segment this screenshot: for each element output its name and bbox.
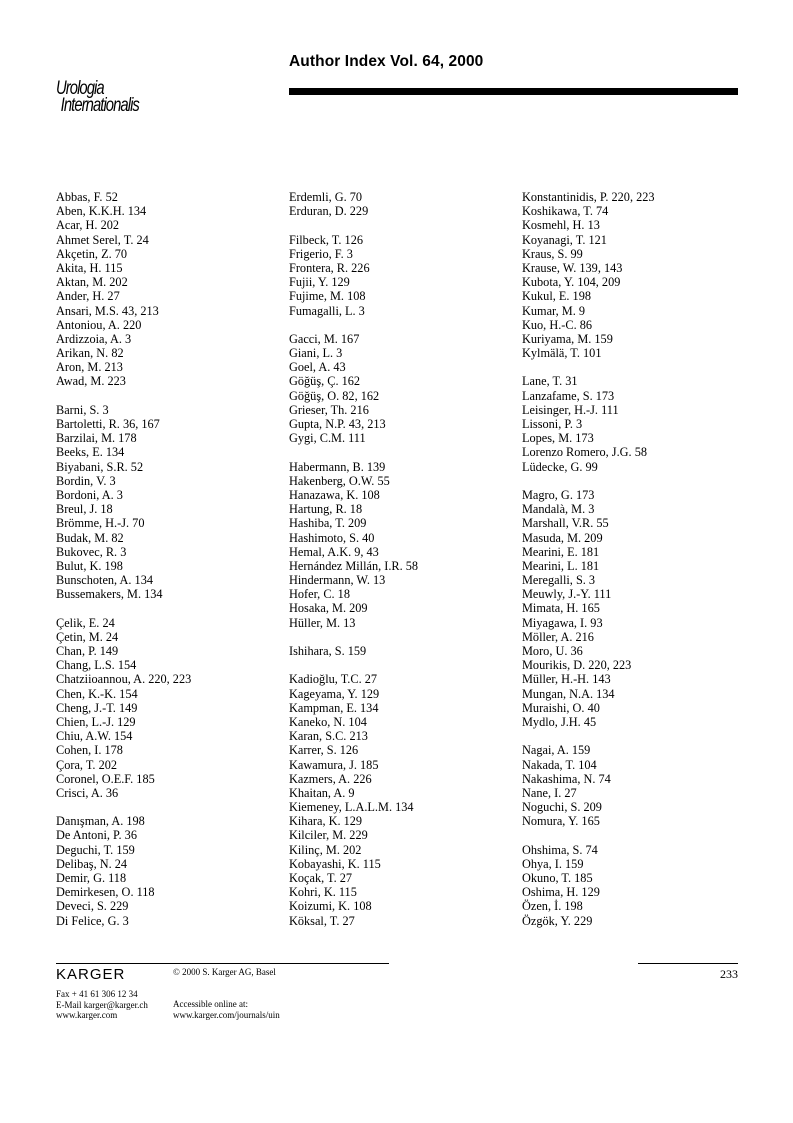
author-entry: Deveci, S. 229	[56, 899, 129, 914]
author-entry: Nakashima, N. 74	[522, 771, 611, 786]
author-entry: Marshall, V.R. 55	[522, 516, 609, 531]
author-entry: Chan, P. 149	[56, 644, 119, 658]
author-entry: Lorenzo Romero, J.G. 58	[522, 445, 647, 460]
author-entry: Moro, U. 36	[522, 644, 583, 658]
author-entry: Demir, G. 118	[56, 871, 127, 885]
author-entry: Hanazawa, K. 108	[289, 487, 380, 502]
author-entry: Hashimoto, S. 40	[289, 530, 375, 545]
online-access	[173, 999, 280, 1020]
author-entry: Gygi, C.M. 111	[289, 431, 366, 446]
author-entry: De Antoni, P. 36	[56, 828, 137, 843]
author-entry: Nagai, A. 159	[522, 743, 591, 758]
author-entry: Kazmers, A. 226	[289, 771, 372, 786]
author-entry: Awad, M. 223	[56, 374, 126, 389]
author-entry: Hüller, M. 13	[289, 615, 356, 630]
author-entry: Hernández Millán, I.R. 58	[289, 558, 419, 573]
index-letter-group	[289, 190, 418, 218]
author-entry: Lane, T. 31	[522, 374, 578, 389]
author-entry: Danışman, A. 198	[56, 814, 145, 829]
author-entry: Mimata, H. 165	[522, 601, 600, 616]
author-entry: Ahmet Serel, T. 24	[56, 232, 149, 247]
author-entry: Kihara, K. 129	[289, 814, 363, 829]
author-entry: Kylmälä, T. 101	[522, 346, 602, 361]
journal-logo-line2: Internationalis	[60, 95, 139, 116]
author-entry: Chiu, A.W. 154	[56, 729, 133, 744]
index-letter-group	[522, 190, 655, 360]
author-entry: Habermann, B. 139	[289, 459, 386, 474]
author-entry: Brömme, H.-J. 70	[56, 516, 145, 531]
author-entry: Abbas, F. 52	[56, 190, 118, 204]
author-entry: Oshima, H. 129	[522, 885, 600, 900]
author-entry: Karrer, S. 126	[289, 743, 359, 758]
author-entry: Kukul, E. 198	[522, 289, 591, 304]
author-entry: Meuwly, J.-Y. 111	[522, 587, 612, 602]
author-entry: Bussemakers, M. 134	[56, 587, 163, 602]
page-number: 233	[720, 967, 738, 981]
author-entry: Kubota, Y. 104, 209	[522, 275, 621, 290]
index-column-3	[522, 190, 655, 942]
author-entry: Lissoni, P. 3	[522, 417, 583, 431]
author-entry: Ardizzoia, A. 3	[56, 331, 132, 346]
author-entry: Lanzafame, S. 173	[522, 388, 615, 403]
footer-rule-right	[638, 963, 738, 964]
author-entry: Meregalli, S. 3	[522, 573, 596, 588]
author-entry: Erduran, D. 229	[289, 204, 369, 219]
author-entry: Chatziioannou, A. 220, 223	[56, 672, 192, 687]
author-entry: Antoniou, A. 220	[56, 317, 142, 332]
author-entry: Göğüş, Ç. 162	[289, 374, 361, 389]
index-letter-group	[289, 460, 418, 630]
author-entry: Kosmehl, H. 13	[522, 218, 600, 233]
author-entry: Ohshima, S. 74	[522, 842, 598, 857]
author-entry: Cohen, I. 178	[56, 743, 123, 758]
author-entry: Möller, A. 216	[522, 629, 594, 644]
journal-url-link[interactable]: www.karger.com/journals/uin	[173, 1009, 280, 1020]
author-entry: Mydlo, J.H. 45	[522, 714, 597, 729]
author-entry: Hashiba, T. 209	[289, 516, 367, 531]
author-entry: Mearini, E. 181	[522, 544, 600, 559]
author-entry: Akita, H. 115	[56, 260, 123, 275]
author-entry: Chang, L.S. 154	[56, 658, 137, 673]
author-entry: Fujii, Y. 129	[289, 275, 350, 290]
author-entry: Kumar, M. 9	[522, 303, 586, 318]
author-entry: Acar, H. 202	[56, 218, 120, 233]
author-entry: Kohri, K. 115	[289, 885, 357, 900]
author-entry: Erdemli, G. 70	[289, 190, 363, 204]
author-entry: Çetin, M. 24	[56, 629, 119, 644]
author-entry: Lopes, M. 173	[522, 431, 594, 446]
author-entry: Beeks, E. 134	[56, 445, 125, 460]
index-letter-group	[56, 403, 191, 602]
author-entry: Deguchi, T. 159	[56, 842, 135, 857]
publisher-contact	[56, 989, 148, 1021]
author-entry: Breul, J. 18	[56, 502, 113, 517]
author-entry: Mandalà, M. 3	[522, 502, 595, 517]
author-entry: Kageyama, Y. 129	[289, 686, 380, 701]
author-entry: Gacci, M. 167	[289, 331, 360, 346]
author-entry: Kadioğlu, T.C. 27	[289, 672, 378, 687]
author-entry: Kuriyama, M. 159	[522, 331, 613, 346]
publisher-logo: KARGER	[56, 966, 126, 983]
author-entry: Akçetin, Z. 70	[56, 246, 128, 261]
author-entry: Grieser, Th. 216	[289, 402, 369, 417]
author-entry: Coronel, O.E.F. 185	[56, 771, 155, 786]
author-entry: Aben, K.K.H. 134	[56, 204, 147, 219]
index-letter-group	[289, 332, 418, 446]
index-letter-group	[522, 743, 655, 828]
author-entry: Aron, M. 213	[56, 360, 123, 375]
author-entry: Bartoletti, R. 36, 167	[56, 417, 160, 431]
author-entry: Krause, W. 139, 143	[522, 260, 623, 275]
index-letter-group	[289, 233, 418, 318]
index-letter-group	[56, 190, 191, 389]
author-entry: Mungan, N.A. 134	[522, 686, 615, 701]
author-entry: Müller, H.-H. 143	[522, 672, 611, 687]
author-entry: Barzilai, M. 178	[56, 431, 137, 446]
author-entry: Hartung, R. 18	[289, 502, 363, 517]
author-entry: Di Felice, G. 3	[56, 913, 129, 928]
page-title: Author Index Vol. 64, 2000	[289, 53, 484, 70]
author-entry: Ansari, M.S. 43, 213	[56, 303, 159, 318]
author-entry: Bukovec, R. 3	[56, 544, 127, 559]
author-entry: Nane, I. 27	[522, 785, 577, 800]
author-entry: Fumagalli, L. 3	[289, 303, 365, 318]
author-entry: Barni, S. 3	[56, 402, 109, 417]
author-entry: Hakenberg, O.W. 55	[289, 473, 390, 488]
author-entry: Frigerio, F. 3	[289, 246, 353, 261]
author-entry: Ishihara, S. 159	[289, 644, 367, 658]
author-entry: Filbeck, T. 126	[289, 232, 364, 247]
author-entry: Miyagawa, I. 93	[522, 615, 603, 630]
author-entry: Kampman, E. 134	[289, 700, 379, 715]
index-letter-group	[289, 672, 418, 927]
author-entry: Kobayashi, K. 115	[289, 856, 381, 871]
author-entry: Khaitan, A. 9	[289, 785, 355, 800]
author-entry: Köksal, T. 27	[289, 913, 355, 928]
index-letter-group	[289, 644, 418, 658]
author-entry: Ohya, I. 159	[522, 856, 584, 871]
author-entry: Aktan, M. 202	[56, 275, 128, 290]
author-entry: Koizumi, K. 108	[289, 899, 372, 914]
author-entry: Koçak, T. 27	[289, 871, 353, 885]
author-entry: Çora, T. 202	[56, 757, 118, 772]
author-entry: Chien, L.-J. 129	[56, 714, 136, 729]
author-entry: Kilciler, M. 229	[289, 828, 368, 843]
author-entry: Lüdecke, G. 99	[522, 459, 598, 474]
title-rule	[289, 88, 738, 95]
author-entry: Kuo, H.-C. 86	[522, 317, 593, 332]
author-entry: Delibaş, N. 24	[56, 856, 128, 871]
author-entry: Bordin, V. 3	[56, 473, 116, 488]
author-entry: Magro, G. 173	[522, 487, 595, 502]
author-entry: Göğüş, O. 82, 162	[289, 388, 380, 403]
author-entry: Hosaka, M. 209	[289, 601, 368, 616]
author-entry: Mourikis, D. 220, 223	[522, 658, 632, 673]
author-entry: Kraus, S. 99	[522, 246, 583, 261]
author-entry: Frontera, R. 226	[289, 260, 370, 275]
journal-logo-line1: Urologia	[56, 78, 104, 99]
author-entry: Okuno, T. 185	[522, 871, 593, 885]
website-link[interactable]: www.karger.com	[56, 1010, 118, 1020]
author-entry: Kilinç, M. 202	[289, 842, 362, 857]
index-column-2	[289, 190, 418, 942]
author-entry: Biyabani, S.R. 52	[56, 459, 144, 474]
author-entry: Hemal, A.K. 9, 43	[289, 544, 379, 559]
author-entry: Nakada, T. 104	[522, 757, 597, 772]
index-column-1	[56, 190, 191, 942]
author-entry: Nomura, Y. 165	[522, 814, 600, 829]
author-entry: Chen, K.-K. 154	[56, 686, 138, 701]
email-link[interactable]: E-Mail karger@karger.ch	[56, 999, 148, 1010]
online-label: Accessible online at:	[173, 999, 248, 1009]
index-letter-group	[522, 488, 655, 729]
author-entry: Crisci, A. 36	[56, 785, 119, 800]
author-entry: Koyanagi, T. 121	[522, 232, 607, 247]
author-entry: Bordoni, A. 3	[56, 487, 123, 502]
author-entry: Ander, H. 27	[56, 289, 120, 304]
author-entry: Masuda, M. 209	[522, 530, 603, 545]
author-entry: Gupta, N.P. 43, 213	[289, 417, 386, 431]
author-entry: Kiemeney, L.A.L.M. 134	[289, 800, 414, 815]
copyright-notice: © 2000 S. Karger AG, Basel	[173, 967, 276, 977]
fax-number: Fax + 41 61 306 12 34	[56, 989, 138, 999]
author-entry: Noguchi, S. 209	[522, 800, 602, 815]
author-entry: Bunschoten, A. 134	[56, 573, 154, 588]
author-entry: Hofer, C. 18	[289, 587, 350, 602]
author-entry: Arikan, N. 82	[56, 346, 124, 361]
author-entry: Koshikawa, T. 74	[522, 204, 609, 219]
author-entry: Konstantinidis, P. 220, 223	[522, 190, 655, 204]
author-entry: Muraishi, O. 40	[522, 700, 600, 715]
index-letter-group	[56, 814, 191, 928]
index-letter-group	[522, 374, 655, 473]
author-entry: Fujime, M. 108	[289, 289, 366, 304]
author-entry: Demirkesen, O. 118	[56, 885, 155, 900]
author-entry: Cheng, J.-T. 149	[56, 700, 138, 715]
index-letter-group	[56, 616, 191, 800]
author-entry: Hindermann, W. 13	[289, 573, 386, 588]
index-letter-group	[522, 843, 655, 928]
author-entry: Bulut, K. 198	[56, 558, 123, 573]
author-entry: Kawamura, J. 185	[289, 757, 379, 772]
author-entry: Giani, L. 3	[289, 346, 343, 361]
author-entry: Leisinger, H.-J. 111	[522, 402, 619, 417]
footer-rule-left	[56, 963, 389, 964]
journal-logo	[56, 80, 139, 114]
author-entry: Özen, İ. 198	[522, 899, 583, 914]
author-entry: Karan, S.C. 213	[289, 729, 368, 744]
author-entry: Çelik, E. 24	[56, 615, 115, 630]
author-entry: Goel, A. 43	[289, 360, 346, 375]
author-entry: Budak, M. 82	[56, 530, 124, 545]
author-entry: Mearini, L. 181	[522, 558, 600, 573]
author-entry: Kaneko, N. 104	[289, 714, 367, 729]
author-entry: Özgök, Y. 229	[522, 913, 593, 928]
